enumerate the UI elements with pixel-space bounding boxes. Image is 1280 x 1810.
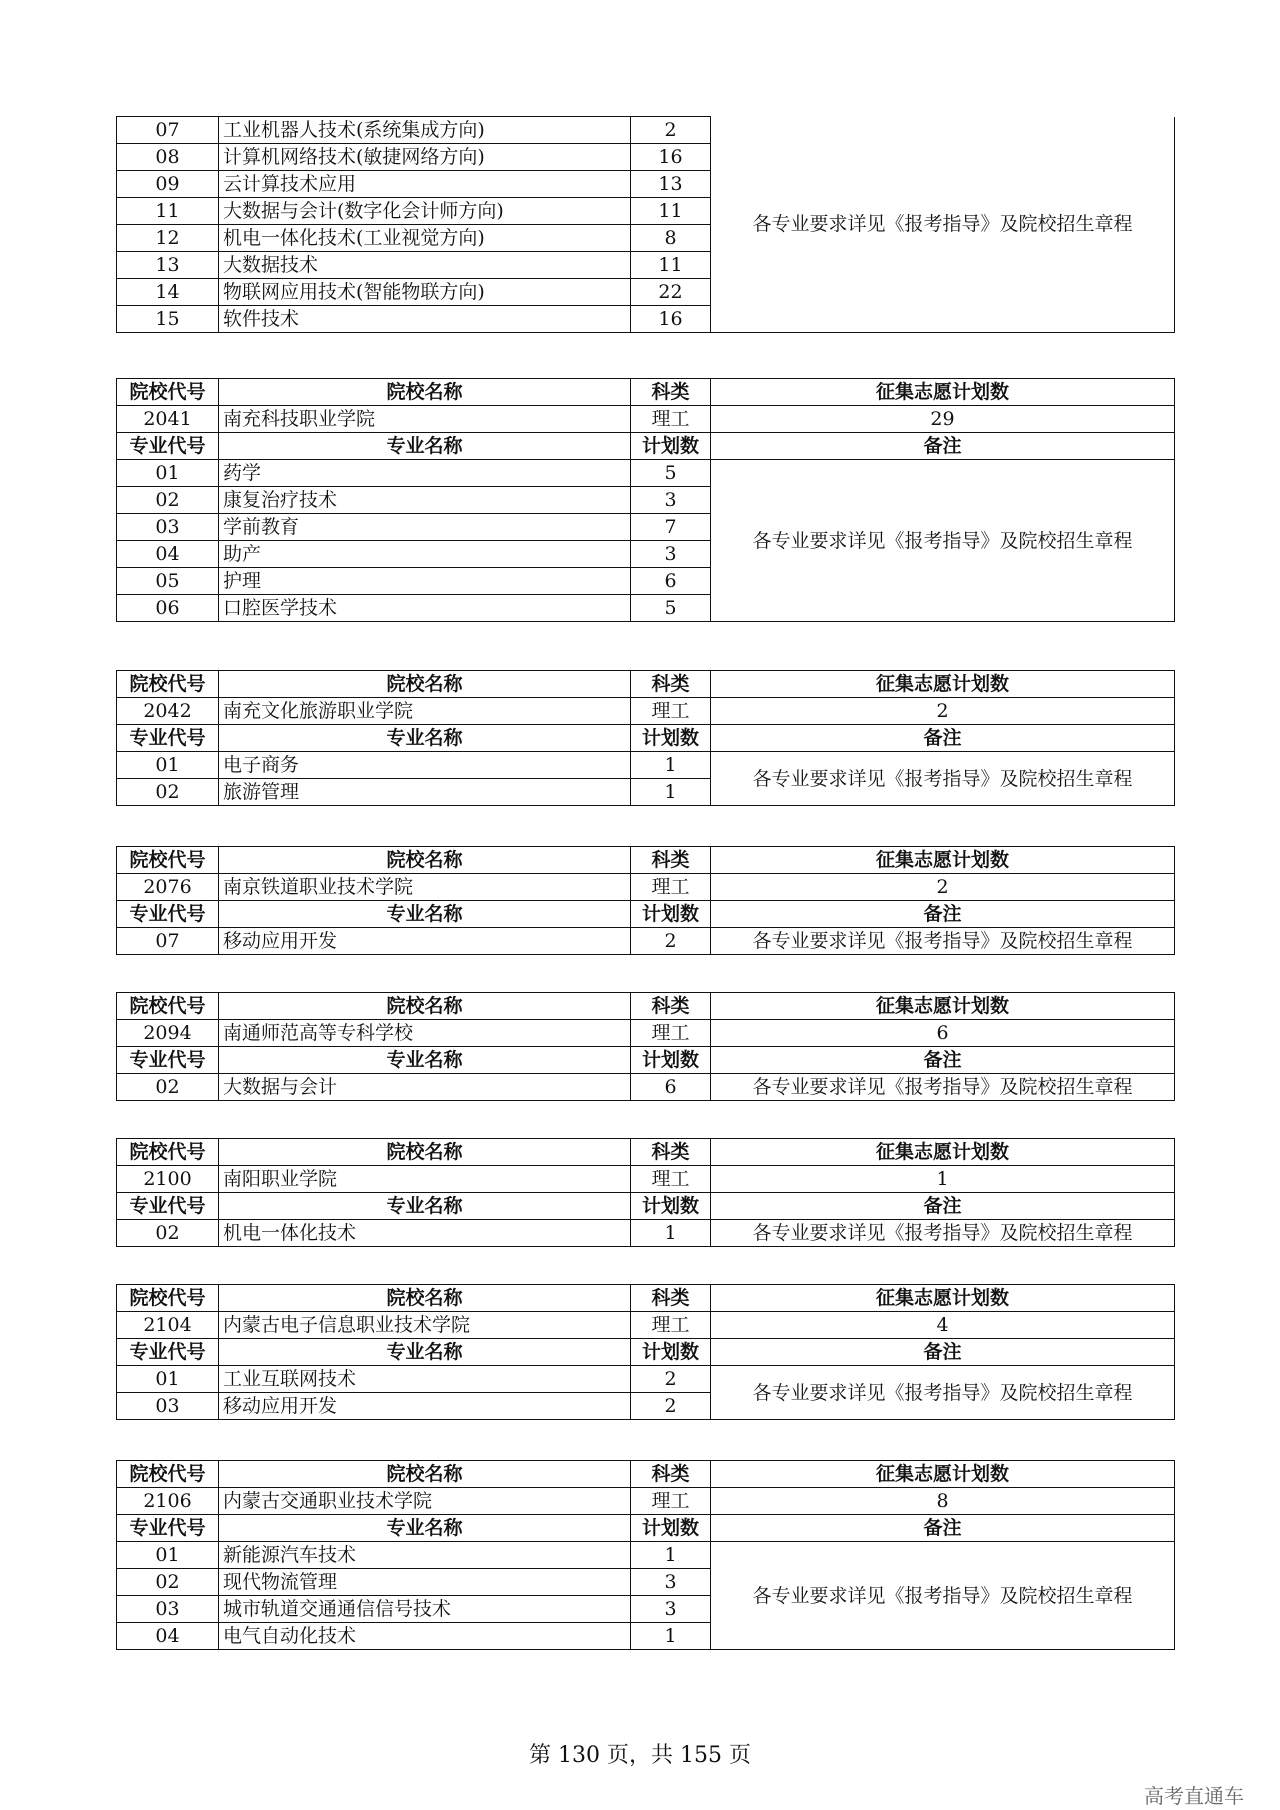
plan-count: 2: [631, 928, 711, 955]
major-code: 03: [117, 1393, 219, 1420]
plan-count: 8: [631, 225, 711, 252]
school-plan: 4: [711, 1312, 1175, 1339]
plan-count: 3: [631, 1596, 711, 1623]
school-name: 内蒙古交通职业技术学院: [219, 1488, 631, 1515]
major-name: 药学: [219, 460, 631, 487]
major-code: 01: [117, 460, 219, 487]
plan-count: 1: [631, 1542, 711, 1569]
major-name: 新能源汽车技术: [219, 1542, 631, 1569]
school-name: 内蒙古电子信息职业技术学院: [219, 1312, 631, 1339]
remark-header: 备注: [711, 725, 1175, 752]
school-plan: 2: [711, 874, 1175, 901]
major-code: 14: [117, 279, 219, 306]
major-code: 06: [117, 595, 219, 622]
plan-total-header: 征集志愿计划数: [711, 1139, 1175, 1166]
plan-count: 3: [631, 1569, 711, 1596]
remark-cell: 各专业要求详见《报考指导》及院校招生章程: [711, 1542, 1175, 1650]
plan-count: 1: [631, 752, 711, 779]
school-table: [116, 1284, 1175, 1420]
major-code: 02: [117, 779, 219, 806]
category-header: 科类: [631, 847, 711, 874]
major-name-header: 专业名称: [219, 901, 631, 928]
plan-total-header: 征集志愿计划数: [711, 671, 1175, 698]
header-row: [117, 993, 1175, 1020]
remark-header: 备注: [711, 433, 1175, 460]
table-row: [117, 1366, 1175, 1393]
plan-count: 7: [631, 514, 711, 541]
remark-cell: 各专业要求详见《报考指导》及院校招生章程: [711, 460, 1175, 622]
major-code: 02: [117, 1074, 219, 1101]
school-name-header: 院校名称: [219, 993, 631, 1020]
major-name: 云计算技术应用: [219, 171, 631, 198]
major-code: 03: [117, 1596, 219, 1623]
category-header: 科类: [631, 671, 711, 698]
plan-count-header: 计划数: [631, 1515, 711, 1542]
major-name-header: 专业名称: [219, 1515, 631, 1542]
header-row: [117, 1047, 1175, 1074]
plan-total-header: 征集志愿计划数: [711, 847, 1175, 874]
school-category: 理工: [631, 874, 711, 901]
remark-cell: 各专业要求详见《报考指导》及院校招生章程: [711, 1074, 1175, 1101]
major-name: 学前教育: [219, 514, 631, 541]
school-table: [116, 1460, 1175, 1650]
remark-cell: 各专业要求详见《报考指导》及院校招生章程: [711, 928, 1175, 955]
school-category: 理工: [631, 1166, 711, 1193]
school-name: 南充科技职业学院: [219, 406, 631, 433]
major-name-header: 专业名称: [219, 1193, 631, 1220]
plan-count: 1: [631, 779, 711, 806]
school-category: 理工: [631, 698, 711, 725]
table-row: [117, 1074, 1175, 1101]
plan-count: 6: [631, 568, 711, 595]
plan-count: 11: [631, 198, 711, 225]
school-code: 2041: [117, 406, 219, 433]
plan-count-header: 计划数: [631, 1193, 711, 1220]
major-code-header: 专业代号: [117, 1047, 219, 1074]
table-row: [117, 117, 1175, 144]
major-name: 工业互联网技术: [219, 1366, 631, 1393]
major-code-header: 专业代号: [117, 1515, 219, 1542]
watermark: 高考直通车: [1144, 1784, 1244, 1808]
page-footer: 第 130 页，共 155 页: [529, 1743, 751, 1768]
plan-count: 2: [631, 1366, 711, 1393]
major-name-header: 专业名称: [219, 433, 631, 460]
category-header: 科类: [631, 1285, 711, 1312]
table-row: [117, 460, 1175, 487]
school-name: 南通师范高等专科学校: [219, 1020, 631, 1047]
major-name: 机电一体化技术: [219, 1220, 631, 1247]
major-code: 01: [117, 1366, 219, 1393]
school-name-header: 院校名称: [219, 847, 631, 874]
major-name: 护理: [219, 568, 631, 595]
plan-count: 1: [631, 1623, 711, 1650]
major-name: 物联网应用技术(智能物联方向): [219, 279, 631, 306]
major-code: 01: [117, 1542, 219, 1569]
remark-cell: 各专业要求详见《报考指导》及院校招生章程: [711, 117, 1175, 333]
major-name: 口腔医学技术: [219, 595, 631, 622]
major-code: 04: [117, 1623, 219, 1650]
major-name: 软件技术: [219, 306, 631, 333]
school-plan: 8: [711, 1488, 1175, 1515]
major-code: 08: [117, 144, 219, 171]
table-row: [117, 752, 1175, 779]
plan-count: 5: [631, 460, 711, 487]
school-name-header: 院校名称: [219, 1285, 631, 1312]
plan-total-header: 征集志愿计划数: [711, 993, 1175, 1020]
remark-header: 备注: [711, 1515, 1175, 1542]
plan-count-header: 计划数: [631, 1339, 711, 1366]
header-row: [117, 901, 1175, 928]
remark-header: 备注: [711, 1339, 1175, 1366]
school-table: [116, 846, 1175, 955]
school-code-header: 院校代号: [117, 1285, 219, 1312]
plan-total-header: 征集志愿计划数: [711, 379, 1175, 406]
remark-header: 备注: [711, 1193, 1175, 1220]
school-row: [117, 874, 1175, 901]
plan-count: 16: [631, 144, 711, 171]
school-table: [116, 670, 1175, 806]
school-row: [117, 1166, 1175, 1193]
school-code-header: 院校代号: [117, 993, 219, 1020]
major-code: 13: [117, 252, 219, 279]
table-row: [117, 1542, 1175, 1569]
school-category: 理工: [631, 1488, 711, 1515]
school-code: 2104: [117, 1312, 219, 1339]
major-name-header: 专业名称: [219, 1339, 631, 1366]
major-name: 电子商务: [219, 752, 631, 779]
major-name: 旅游管理: [219, 779, 631, 806]
major-name: 现代物流管理: [219, 1569, 631, 1596]
remark-header: 备注: [711, 901, 1175, 928]
header-row: [117, 725, 1175, 752]
school-table: [116, 378, 1175, 622]
major-name: 计算机网络技术(敏捷网络方向): [219, 144, 631, 171]
header-row: [117, 1461, 1175, 1488]
plan-total-header: 征集志愿计划数: [711, 1461, 1175, 1488]
major-code: 12: [117, 225, 219, 252]
school-code-header: 院校代号: [117, 847, 219, 874]
school-code-header: 院校代号: [117, 1139, 219, 1166]
school-plan: 29: [711, 406, 1175, 433]
school-category: 理工: [631, 1020, 711, 1047]
major-name: 电气自动化技术: [219, 1623, 631, 1650]
school-code: 2106: [117, 1488, 219, 1515]
major-code: 11: [117, 198, 219, 225]
major-code-header: 专业代号: [117, 901, 219, 928]
major-code: 03: [117, 514, 219, 541]
plan-count: 3: [631, 487, 711, 514]
major-name: 移动应用开发: [219, 1393, 631, 1420]
major-code: 15: [117, 306, 219, 333]
school-code: 2042: [117, 698, 219, 725]
category-header: 科类: [631, 1139, 711, 1166]
major-code: 02: [117, 487, 219, 514]
school-row: [117, 1488, 1175, 1515]
major-name: 助产: [219, 541, 631, 568]
school-plan: 2: [711, 698, 1175, 725]
school-table: [116, 1138, 1175, 1247]
school-row: [117, 698, 1175, 725]
major-code-header: 专业代号: [117, 1339, 219, 1366]
header-row: [117, 1139, 1175, 1166]
major-name: 康复治疗技术: [219, 487, 631, 514]
major-code: 02: [117, 1569, 219, 1596]
school-name: 南京铁道职业技术学院: [219, 874, 631, 901]
school-category: 理工: [631, 406, 711, 433]
major-name: 机电一体化技术(工业视觉方向): [219, 225, 631, 252]
category-header: 科类: [631, 379, 711, 406]
plan-total-header: 征集志愿计划数: [711, 1285, 1175, 1312]
school-code-header: 院校代号: [117, 671, 219, 698]
school-row: [117, 406, 1175, 433]
header-row: [117, 1339, 1175, 1366]
major-name-header: 专业名称: [219, 725, 631, 752]
remark-cell: 各专业要求详见《报考指导》及院校招生章程: [711, 1220, 1175, 1247]
plan-count-header: 计划数: [631, 901, 711, 928]
school-name: 南阳职业学院: [219, 1166, 631, 1193]
header-row: [117, 671, 1175, 698]
plan-count: 6: [631, 1074, 711, 1101]
plan-count: 5: [631, 595, 711, 622]
school-name-header: 院校名称: [219, 1139, 631, 1166]
plan-count: 22: [631, 279, 711, 306]
major-code: 07: [117, 117, 219, 144]
major-code: 05: [117, 568, 219, 595]
school-name-header: 院校名称: [219, 1461, 631, 1488]
major-code: 01: [117, 752, 219, 779]
major-name: 大数据技术: [219, 252, 631, 279]
plan-count: 16: [631, 306, 711, 333]
plan-count: 2: [631, 117, 711, 144]
category-header: 科类: [631, 993, 711, 1020]
major-name: 移动应用开发: [219, 928, 631, 955]
header-row: [117, 1193, 1175, 1220]
school-code-header: 院校代号: [117, 379, 219, 406]
plan-count-header: 计划数: [631, 433, 711, 460]
major-name: 城市轨道交通通信信号技术: [219, 1596, 631, 1623]
school-code-header: 院校代号: [117, 1461, 219, 1488]
plan-count-header: 计划数: [631, 1047, 711, 1074]
major-code: 04: [117, 541, 219, 568]
school-category: 理工: [631, 1312, 711, 1339]
remark-cell: 各专业要求详见《报考指导》及院校招生章程: [711, 1366, 1175, 1420]
remark-cell: 各专业要求详见《报考指导》及院校招生章程: [711, 752, 1175, 806]
remark-header: 备注: [711, 1047, 1175, 1074]
header-row: [117, 379, 1175, 406]
plan-count-header: 计划数: [631, 725, 711, 752]
plan-count: 13: [631, 171, 711, 198]
major-name-header: 专业名称: [219, 1047, 631, 1074]
major-code-header: 专业代号: [117, 1193, 219, 1220]
school-row: [117, 1020, 1175, 1047]
major-code-header: 专业代号: [117, 433, 219, 460]
major-code: 07: [117, 928, 219, 955]
school-plan: 6: [711, 1020, 1175, 1047]
major-name: 工业机器人技术(系统集成方向): [219, 117, 631, 144]
plan-count: 11: [631, 252, 711, 279]
school-name: 南充文化旅游职业学院: [219, 698, 631, 725]
major-name: 大数据与会计(数字化会计师方向): [219, 198, 631, 225]
school-plan: 1: [711, 1166, 1175, 1193]
major-code: 02: [117, 1220, 219, 1247]
school-table: [116, 992, 1175, 1101]
continuation-table: [116, 116, 1175, 333]
school-row: [117, 1312, 1175, 1339]
school-name-header: 院校名称: [219, 671, 631, 698]
header-row: [117, 1285, 1175, 1312]
table-row: [117, 1220, 1175, 1247]
school-code: 2076: [117, 874, 219, 901]
major-name: 大数据与会计: [219, 1074, 631, 1101]
header-row: [117, 433, 1175, 460]
category-header: 科类: [631, 1461, 711, 1488]
school-code: 2100: [117, 1166, 219, 1193]
school-code: 2094: [117, 1020, 219, 1047]
school-name-header: 院校名称: [219, 379, 631, 406]
header-row: [117, 847, 1175, 874]
table-row: [117, 928, 1175, 955]
plan-count: 2: [631, 1393, 711, 1420]
plan-count: 1: [631, 1220, 711, 1247]
major-code: 09: [117, 171, 219, 198]
header-row: [117, 1515, 1175, 1542]
plan-count: 3: [631, 541, 711, 568]
major-code-header: 专业代号: [117, 725, 219, 752]
